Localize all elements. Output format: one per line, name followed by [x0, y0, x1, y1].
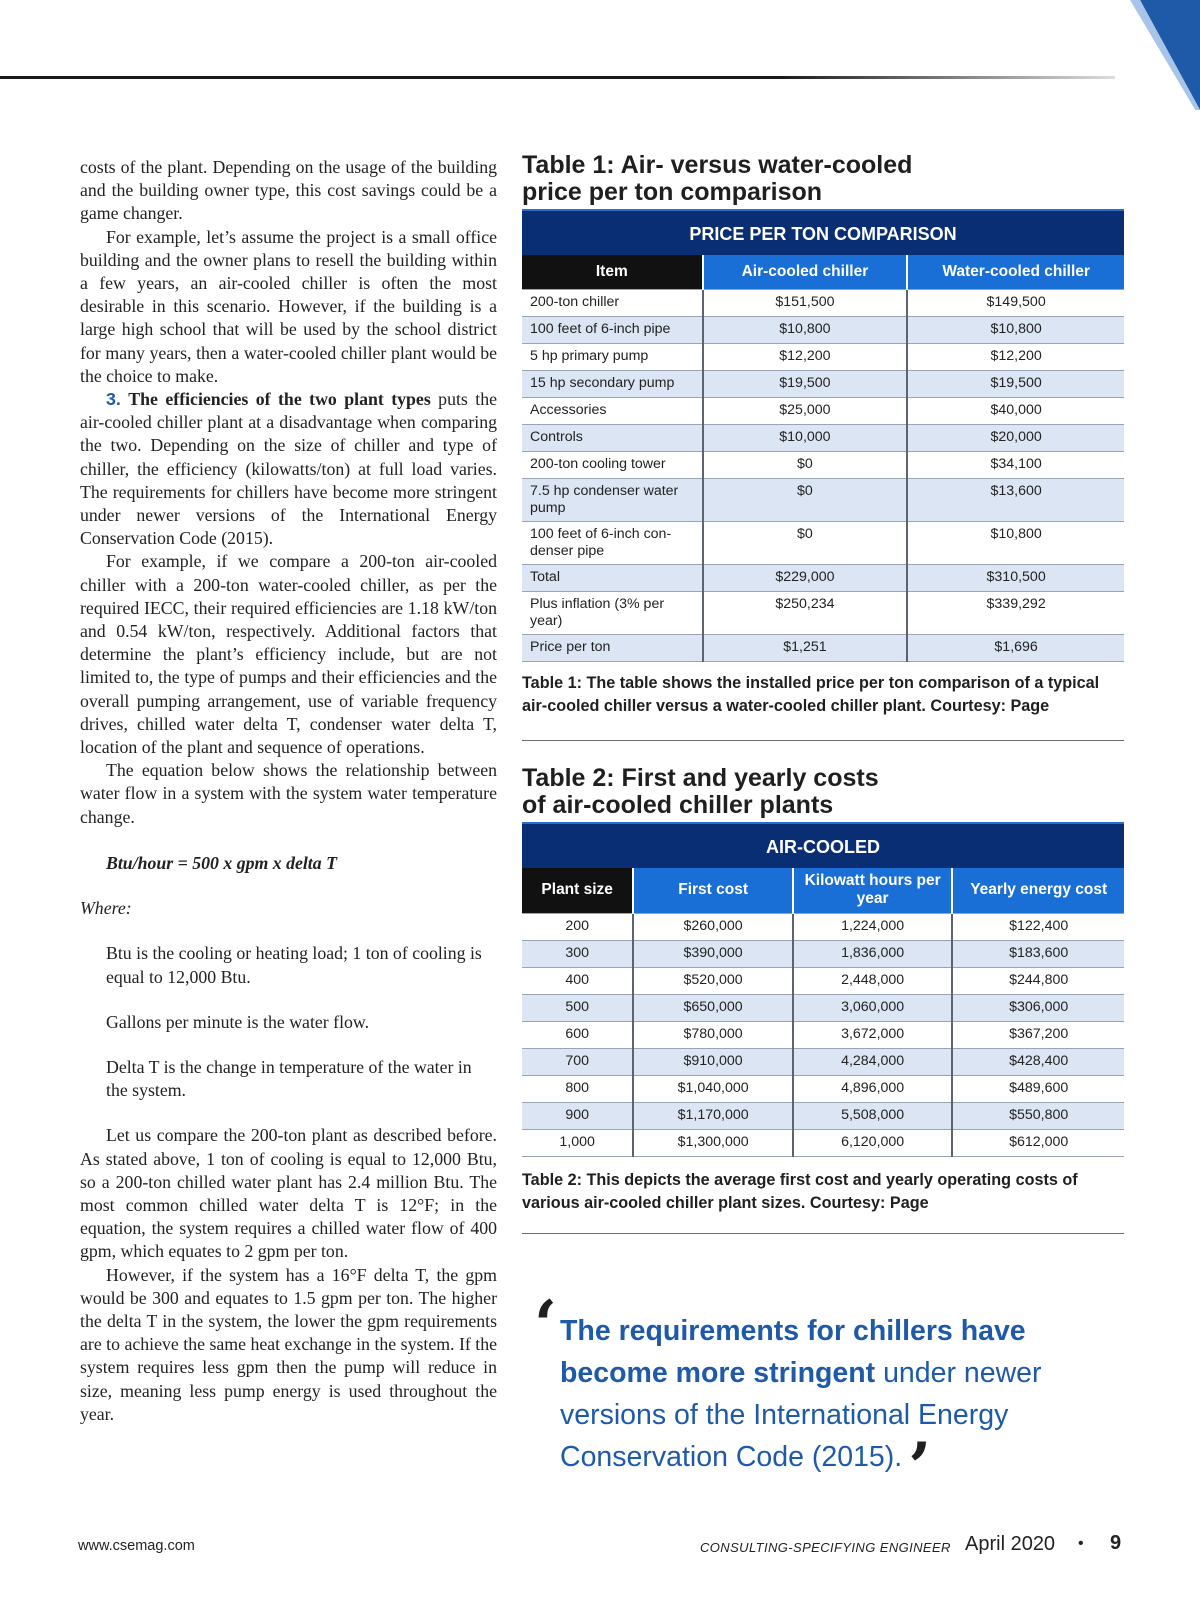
- lead-in: The efficiencies of the two plant types: [128, 389, 431, 410]
- footer-bullet: •: [1078, 1535, 1084, 1552]
- table-cell: $428,400: [952, 1049, 1124, 1076]
- table-cell: 100 feet of 6-inch pipe: [522, 316, 703, 343]
- table-cell: $229,000: [703, 564, 908, 591]
- divider: [522, 740, 1124, 741]
- table2-caption: Table 2: This depicts the average first cost and yearly operating costs of various air-cooled chiller plant sizes. Courtesy: Page: [522, 1171, 1078, 1212]
- table-row: [522, 1076, 1124, 1103]
- table1-title: [522, 152, 1124, 206]
- paragraph: However, if the system has a 16°F delta T, the gpm would be 300 and equates to 1.5 gpm per ton. The higher the delta T in the system, the lower the gpm requirements are to achieve the same heat exchange in the system. If the system requires less gpm then the pump will reduce in size, meaning less pump energy is used throughout the year.: [80, 1264, 497, 1424]
- table-cell: $25,000: [703, 397, 908, 424]
- table-cell: $19,500: [703, 370, 908, 397]
- corner-decoration: [1070, 0, 1200, 110]
- table-cell: $0: [703, 478, 908, 521]
- table2-title: [522, 765, 1124, 819]
- pull-quote-text: [534, 1310, 1124, 1506]
- table-row: [522, 564, 1124, 591]
- table-row: [522, 634, 1124, 661]
- title-line: Table 2: First and yearly costs: [522, 763, 879, 792]
- article-body: [80, 156, 497, 1426]
- table-cell: $650,000: [633, 995, 793, 1022]
- table-cell: 15 hp secondary pump: [522, 370, 703, 397]
- table-cell: 6,120,000: [793, 1130, 953, 1157]
- table-cell: $20,000: [907, 424, 1124, 451]
- footer-date: April 2020: [965, 1533, 1056, 1555]
- title-line: of air-cooled chiller plants: [522, 790, 834, 819]
- table-cell: $910,000: [633, 1049, 793, 1076]
- table-row: [522, 1049, 1124, 1076]
- table-cell: 1,000: [522, 1130, 633, 1157]
- column-header: Plant size: [522, 868, 633, 914]
- paragraph: The equation below shows the relationship between water flow in a system with the system water temperature change.: [80, 760, 497, 827]
- table-cell: 3,672,000: [793, 1022, 953, 1049]
- table-cell: $0: [703, 451, 908, 478]
- table1: [522, 255, 1124, 662]
- table-cell: 300: [522, 941, 633, 968]
- table-cell: 200: [522, 914, 633, 941]
- table-row: [522, 1130, 1124, 1157]
- table-cell: 4,896,000: [793, 1076, 953, 1103]
- column-header: Kilowatt hours per year: [793, 868, 953, 914]
- table-cell: 3,060,000: [793, 995, 953, 1022]
- table-cell: $0: [703, 521, 908, 564]
- table-row: [522, 521, 1124, 564]
- where-label: Where:: [80, 898, 132, 919]
- table-cell: Accessories: [522, 397, 703, 424]
- table-cell: $780,000: [633, 1022, 793, 1049]
- table-cell: 700: [522, 1049, 633, 1076]
- table-cell: 2,448,000: [793, 968, 953, 995]
- table-cell: $1,170,000: [633, 1103, 793, 1130]
- table-row: [522, 424, 1124, 451]
- table-cell: 400: [522, 968, 633, 995]
- page-footer: [0, 1532, 1200, 1562]
- table-cell: 4,284,000: [793, 1049, 953, 1076]
- table-row: [522, 451, 1124, 478]
- paragraph-efficiencies: [80, 388, 497, 550]
- table-row: [522, 397, 1124, 424]
- table1-caption: Table 1: The table shows the installed price per ton comparison of a typical air-cooled chiller versus a water-cooled chiller plant. Courtesy: Page: [522, 673, 1100, 715]
- table-row: [522, 968, 1124, 995]
- footer-url: www.csemag.com: [78, 1538, 195, 1554]
- table-row: [522, 316, 1124, 343]
- table-cell: 900: [522, 1103, 633, 1130]
- table-cell: $40,000: [907, 397, 1124, 424]
- title-line: Table 1: Air- versus water-cooled: [522, 151, 913, 179]
- table-cell: $122,400: [952, 914, 1124, 941]
- divider: [522, 1233, 1124, 1234]
- pull-quote-bold: The requirements for chillers have become more stringent: [560, 1315, 1026, 1389]
- table-cell: 100 feet of 6-inch con-denser pipe: [522, 521, 703, 564]
- table-cell: $12,200: [703, 343, 908, 370]
- table-cell: 1,836,000: [793, 941, 953, 968]
- table2-band: AIR-COOLED: [522, 822, 1124, 868]
- table-cell: $12,200: [907, 343, 1124, 370]
- table-cell: $13,600: [907, 478, 1124, 521]
- column-header: Water-cooled chiller: [907, 255, 1124, 289]
- table-row: [522, 1103, 1124, 1130]
- column-header: Yearly energy cost: [952, 868, 1124, 914]
- page-number: 9: [1110, 1532, 1122, 1554]
- table-cell: $1,040,000: [633, 1076, 793, 1103]
- table-cell: $1,300,000: [633, 1130, 793, 1157]
- table-cell: $10,000: [703, 424, 908, 451]
- table-cell: Plus inflation (3% per year): [522, 591, 703, 634]
- table2: [522, 868, 1124, 1158]
- table-cell: $149,500: [907, 289, 1124, 316]
- header-rule: [0, 76, 1115, 79]
- column-header: Item: [522, 255, 703, 289]
- table-cell: Controls: [522, 424, 703, 451]
- paragraph: For example, if we compare a 200-ton air-cooled chiller with a 200-ton water-cooled chiller, as per the required IECC, their required efficiencies are 1.18 kW/ton and 0.54 kW/ton, respectively. Additional factors that determine the plant’s efficiency include, but are not limited to, the type of pumps and their efficiencies and the overall pumping arrangement, use of variable frequency drives, chilled water delta T, condenser water delta T, location of the plant and sequence of operations.: [80, 551, 497, 758]
- table-row: [522, 370, 1124, 397]
- table-row: [522, 1022, 1124, 1049]
- table-cell: $34,100: [907, 451, 1124, 478]
- definition: Gallons per minute is the water flow.: [106, 1011, 370, 1032]
- table-row: [522, 591, 1124, 634]
- table-cell: 200-ton chiller: [522, 289, 703, 316]
- table-cell: $390,000: [633, 941, 793, 968]
- table-row: [522, 289, 1124, 316]
- table-cell: $10,800: [907, 316, 1124, 343]
- table-cell: Price per ton: [522, 634, 703, 661]
- table-cell: $550,800: [952, 1103, 1124, 1130]
- close-quote-icon: ’: [908, 1428, 932, 1506]
- tables-column: [522, 152, 1124, 1234]
- list-number: 3.: [106, 389, 121, 410]
- footer-magazine: CONSULTING-SPECIFYING ENGINEER: [700, 1540, 951, 1555]
- table-row: [522, 941, 1124, 968]
- table-cell: 5 hp primary pump: [522, 343, 703, 370]
- definition: Btu is the cooling or heating load; 1 ton of cooling is equal to 12,000 Btu.: [106, 943, 482, 987]
- paragraph: Let us compare the 200-ton plant as described before. As stated above, 1 ton of cooling is equal to 12,000 Btu, so a 200-ton chilled water plant has 2.4 million Btu. The most common chilled water delta T is 12°F; in the equation, the system requires a chilled water flow of 400 gpm, which equates to 2 gpm per ton.: [80, 1125, 497, 1262]
- column-header: Air-cooled chiller: [703, 255, 908, 289]
- table-cell: $244,800: [952, 968, 1124, 995]
- table-cell: $306,000: [952, 995, 1124, 1022]
- table-row: [522, 343, 1124, 370]
- table-cell: 200-ton cooling tower: [522, 451, 703, 478]
- table-cell: $520,000: [633, 968, 793, 995]
- table-cell: $10,800: [703, 316, 908, 343]
- table-cell: 7.5 hp condenser water pump: [522, 478, 703, 521]
- table-cell: 800: [522, 1076, 633, 1103]
- paragraph-text: puts the air-cooled chiller plant at a disadvantage when comparing the two. Depending on the size of chiller and type of chiller, the efficiency (kilowatts/ton) at full load varies. The requirements for chillers have become more stringent under newer versions of the International Energy Conservation Code (2015).: [80, 389, 497, 549]
- table-row: [522, 478, 1124, 521]
- table-cell: $1,696: [907, 634, 1124, 661]
- table-cell: 1,224,000: [793, 914, 953, 941]
- table-cell: $250,234: [703, 591, 908, 634]
- table-cell: $612,000: [952, 1130, 1124, 1157]
- definition: Delta T is the change in temperature of the water in the system.: [106, 1056, 472, 1101]
- table-cell: $1,251: [703, 634, 908, 661]
- table-cell: $489,600: [952, 1076, 1124, 1103]
- table-cell: 5,508,000: [793, 1103, 953, 1130]
- table-cell: $260,000: [633, 914, 793, 941]
- table-cell: $183,600: [952, 941, 1124, 968]
- column-header: First cost: [633, 868, 793, 914]
- table-row: [522, 995, 1124, 1022]
- table-cell: $10,800: [907, 521, 1124, 564]
- title-line: price per ton comparison: [522, 178, 823, 206]
- pull-quote-rest: under newer versions of the International Energy Conservation Code (2015).: [560, 1357, 1042, 1473]
- table-cell: 500: [522, 995, 633, 1022]
- table-cell: 600: [522, 1022, 633, 1049]
- table-cell: $19,500: [907, 370, 1124, 397]
- table-row: [522, 914, 1124, 941]
- table1-band: PRICE PER TON COMPARISON: [522, 209, 1124, 255]
- paragraph: costs of the plant. Depending on the usage of the building and the building owner type, this cost savings could be a game changer.: [80, 157, 497, 224]
- pull-quote: [534, 1286, 1124, 1506]
- table-cell: Total: [522, 564, 703, 591]
- open-quote-icon: ‘: [534, 1286, 557, 1364]
- table-cell: $151,500: [703, 289, 908, 316]
- table-cell: $367,200: [952, 1022, 1124, 1049]
- table-cell: $310,500: [907, 564, 1124, 591]
- equation: Btu/hour = 500 x gpm x delta T: [106, 852, 337, 873]
- table-cell: $339,292: [907, 591, 1124, 634]
- paragraph: For example, let’s assume the project is a small office building and the owner plans to resell the building within a few years, an air-cooled chiller is often the most desirable in this scenario. However, if the building is a large high school that will be used by the school district for many years, then a water-cooled chiller plant would be the choice to make.: [80, 226, 497, 386]
